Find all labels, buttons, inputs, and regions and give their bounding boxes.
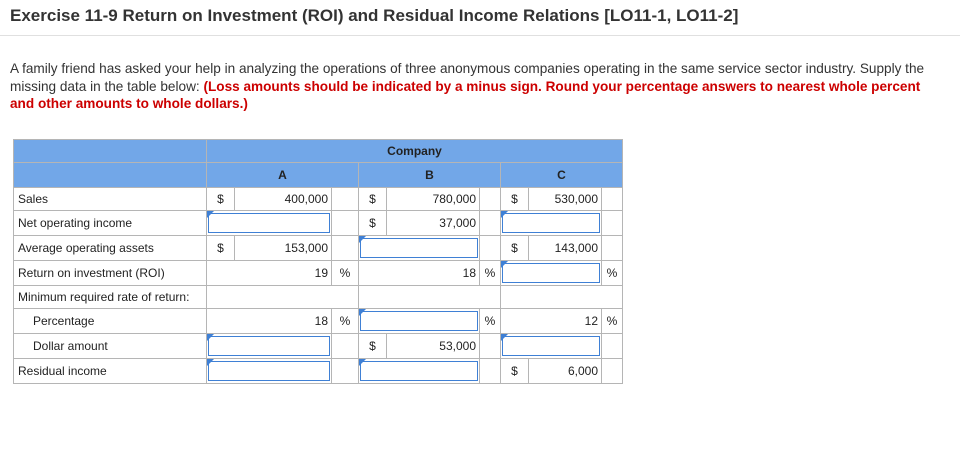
currency-symbol: $ — [501, 359, 529, 384]
input-marker-icon — [501, 334, 508, 341]
input-marker-icon — [359, 236, 366, 243]
percent-symbol: % — [332, 309, 359, 334]
row-label-sales: Sales — [14, 188, 207, 211]
value-b-dollar-amount: 53,000 — [387, 334, 480, 359]
table-row-percentage — [14, 309, 623, 334]
input-marker-icon — [501, 261, 508, 268]
header-blank-2 — [14, 163, 207, 188]
input-marker-icon — [207, 211, 214, 218]
value-c-sales: 530,000 — [529, 188, 602, 211]
value-b-noi: 37,000 — [387, 211, 480, 236]
header-column-b: B — [359, 163, 501, 188]
value-a-roi: 19 — [207, 261, 332, 286]
row-label-dollar-amount: Dollar amount — [14, 334, 207, 359]
value-b-roi: 18 — [359, 261, 480, 286]
table-row-min-rate — [14, 286, 623, 309]
row-label-noi: Net operating income — [14, 211, 207, 236]
table-row-dollar-amount — [14, 334, 623, 359]
currency-symbol: $ — [359, 334, 387, 359]
row-label-min-rate: Minimum required rate of return: — [14, 286, 207, 309]
row-label-percentage: Percentage — [14, 309, 207, 334]
currency-symbol: $ — [359, 188, 387, 211]
table-row-residual-income — [14, 359, 623, 384]
input-marker-icon — [501, 211, 508, 218]
instructions-text: A family friend has asked your help in analyzing the operations of three anonymous companies operating in the same service sector industry. Supply the missing data in the table below: — [10, 61, 925, 94]
roi-table — [13, 139, 623, 384]
table-row-sales — [14, 188, 623, 211]
header-company: Company — [207, 140, 623, 163]
input-b-percentage[interactable] — [359, 309, 480, 334]
input-a-residual-income[interactable] — [207, 359, 332, 384]
input-marker-icon — [359, 359, 366, 366]
value-a-sales: 400,000 — [235, 188, 332, 211]
input-a-dollar-amount[interactable] — [207, 334, 332, 359]
header-blank — [14, 140, 207, 163]
value-c-assets: 143,000 — [529, 236, 602, 261]
header-column-c: C — [501, 163, 623, 188]
title-divider — [0, 35, 960, 36]
currency-symbol: $ — [207, 188, 235, 211]
input-b-assets[interactable] — [359, 236, 480, 261]
currency-symbol: $ — [501, 188, 529, 211]
input-c-dollar-amount[interactable] — [501, 334, 602, 359]
percent-symbol: % — [602, 261, 623, 286]
input-b-residual-income[interactable] — [359, 359, 480, 384]
percent-symbol: % — [602, 309, 623, 334]
input-c-noi[interactable] — [501, 211, 602, 236]
row-label-residual-income: Residual income — [14, 359, 207, 384]
table-row-assets — [14, 236, 623, 261]
input-marker-icon — [359, 309, 366, 316]
currency-symbol: $ — [501, 236, 529, 261]
input-marker-icon — [207, 334, 214, 341]
table-row-roi — [14, 261, 623, 286]
input-a-noi[interactable] — [207, 211, 332, 236]
value-a-percentage: 18 — [207, 309, 332, 334]
currency-symbol: $ — [207, 236, 235, 261]
row-label-assets: Average operating assets — [14, 236, 207, 261]
row-label-roi: Return on investment (ROI) — [14, 261, 207, 286]
page-title: Exercise 11-9 Return on Investment (ROI) and Residual Income Relations [LO11-1, LO11-2] — [10, 6, 739, 25]
header-row-columns — [14, 163, 623, 188]
instructions — [10, 60, 945, 113]
header-column-a: A — [207, 163, 359, 188]
value-a-assets: 153,000 — [235, 236, 332, 261]
instructions-emphasis: (Loss amounts should be indicated by a minus sign. Round your percentage answers to nearest whole percent and other amounts to whole dollars.) — [10, 78, 921, 111]
currency-symbol: $ — [359, 211, 387, 236]
percent-symbol: % — [332, 261, 359, 286]
input-marker-icon — [207, 359, 214, 366]
header-row-company — [14, 140, 623, 163]
table-row-noi — [14, 211, 623, 236]
value-b-sales: 780,000 — [387, 188, 480, 211]
value-c-residual-income: 6,000 — [529, 359, 602, 384]
percent-symbol: % — [480, 309, 501, 334]
value-c-percentage: 12 — [501, 309, 602, 334]
percent-symbol: % — [480, 261, 501, 286]
input-c-roi[interactable] — [501, 261, 602, 286]
